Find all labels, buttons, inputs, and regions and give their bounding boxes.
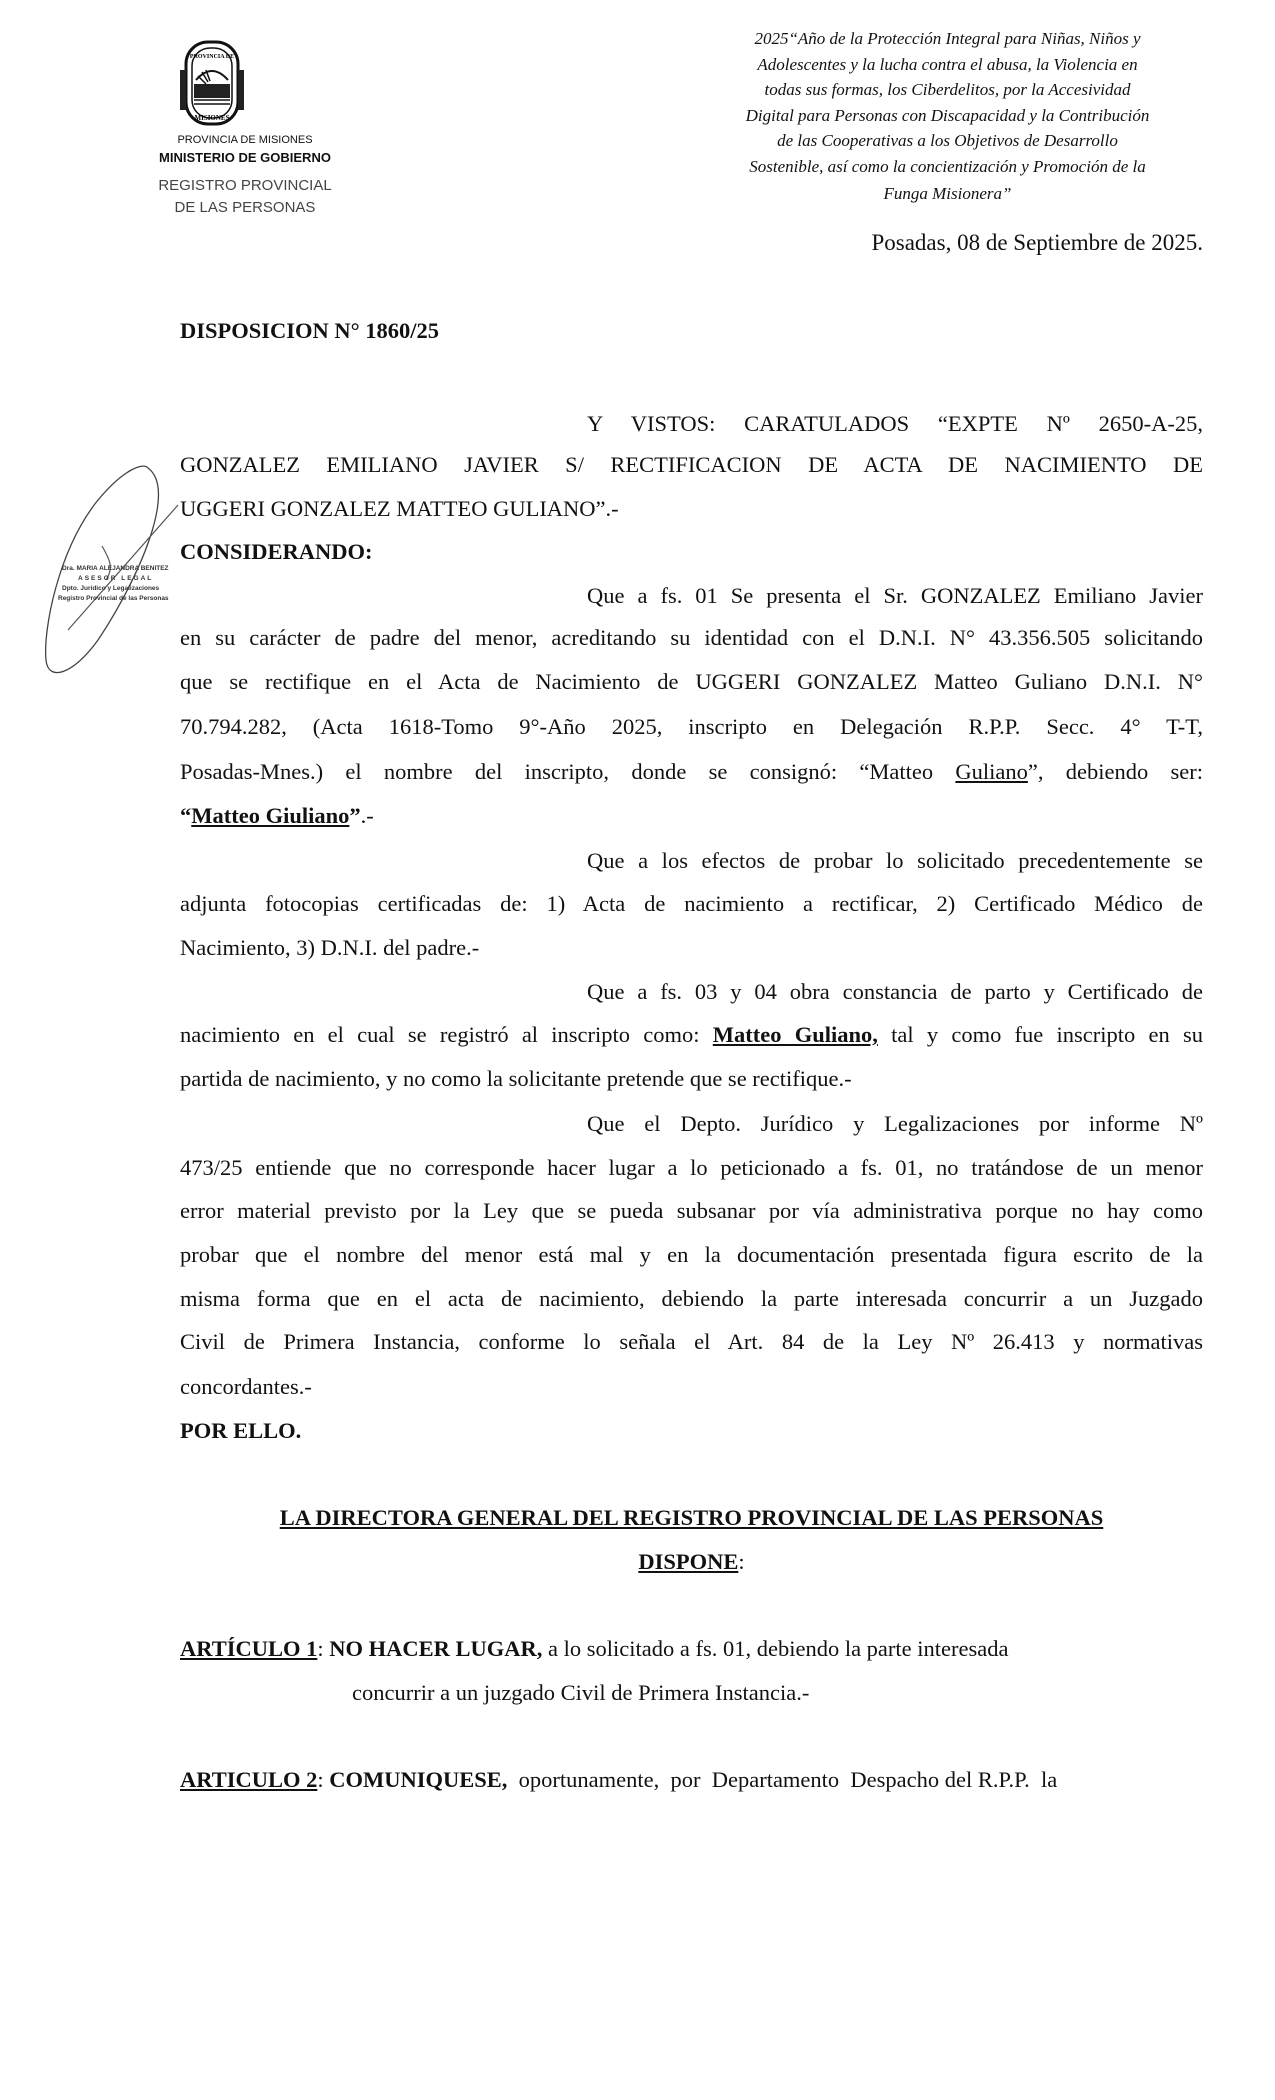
ministry-name: MINISTERIO DE GOBIERNO [159,150,331,165]
text: nacimiento en el cual se registró al inscripto como: [180,1022,713,1047]
text: : [317,1636,330,1661]
text: ”, debiendo ser: [1027,759,1204,784]
paragraph-line: en su carácter de padre del menor, acreditando su identidad con el D.N.I. N° 43.356.505 solicitando [180,625,1203,650]
paragraph-line: 473/25 entiende que no corresponde hacer lugar a lo peticionado a fs. 01, no tratándose de un menor [180,1155,1203,1180]
paragraph-line: Que a fs. 01 Se presenta el Sr. GONZALEZ Emiliano Javier [587,583,1203,608]
paragraph-line: Civil de Primera Instancia, conforme lo señala el Art. 84 de la Ley Nº 26.413 y normativas [180,1329,1203,1354]
directora-heading: LA DIRECTORA GENERAL DEL REGISTRO PROVINCIAL DE LAS PERSONAS [279,1505,1104,1530]
provincial-emblem-icon [176,40,248,126]
article-2 [180,1758,1203,1802]
dispone-heading [180,1540,1203,1584]
text: oportunamente, por Departamento Despacho del R.P.P. la [507,1767,1058,1792]
text: a lo solicitado a fs. 01, debiendo la parte interesada [542,1636,1009,1661]
text: “ [180,803,192,828]
svg-text:PROVINCIA DE: PROVINCIA DE [189,54,235,60]
year-motto [690,26,1205,207]
motto-line: Funga Misionera” [883,184,1012,203]
article-label: ARTÍCULO 1 [180,1636,318,1661]
por-ello-heading: POR ELLO. [180,1418,302,1443]
article-1-line2: concurrir a un juzgado Civil de Primera Instancia.- [352,1680,810,1705]
stamp-registry: Registro Provincial de las Personas [58,595,169,602]
correct-name: Matteo Giuliano [191,803,350,828]
stamp-dept: Dpto. Jurídico y Legalizaciones [62,585,160,592]
vistos-line: Y VISTOS: CARATULADOS “EXPTE Nº 2650-A-25, [587,411,1203,436]
svg-text:MISIONES: MISIONES [194,114,230,122]
signature-icon [18,460,183,685]
registry-name-line2: DE LAS PERSONAS [174,199,316,216]
motto-line: todas sus formas, los Ciberdelitos, por la Accesividad [764,80,1131,99]
motto-line: Adolescentes y la lucha contra el abusa, la Violencia en [757,54,1138,74]
paragraph-line [180,1013,1203,1057]
motto-line: de las Cooperativas a los Objetivos de Desarrollo [777,131,1118,150]
paragraph-line [180,750,1203,794]
vistos-line: UGGERI GONZALEZ MATTEO GULIANO”.- [180,496,619,521]
registered-name: Matteo Guliano, [712,1022,878,1047]
paragraph-line: Que el Depto. Jurídico y Legalizaciones por informe Nº [587,1111,1203,1136]
paragraph-line: probar que el nombre del menor está mal y en la documentación presentada figura escrito de la [180,1242,1203,1267]
motto-line: 2025“Año de la Protección Integral para Niñas, Niños y [754,29,1141,48]
paragraph-line [180,794,1203,838]
province-name: PROVINCIA DE MISIONES [177,134,313,146]
paragraph-line: Que a fs. 03 y 04 obra constancia de parto y Certificado de [587,979,1203,1004]
disposition-number: DISPOSICION N° 1860/25 [180,318,440,343]
article-decision: NO HACER LUGAR, [329,1636,543,1661]
paragraph-line: error material previsto por la Ley que se pueda subsanar por vía administrativa porque no hay como [180,1198,1203,1223]
text: : [738,1549,745,1574]
text: ” [349,803,361,828]
stamp-name: Dra. MARIA ALEJANDRA BENITEZ [62,565,169,572]
dispone-label: DISPONE [638,1549,739,1574]
paragraph-line: misma forma que en el acta de nacimiento, debiendo la parte interesada concurrir a un Juzgado [180,1286,1203,1311]
motto-line: Sostenible, así como la concientización y Promoción de la [749,156,1146,176]
article-1 [180,1627,1203,1671]
text: Posadas-Mnes.) el nombre del inscripto, donde se consignó: “Matteo [180,759,956,784]
paragraph-line: concordantes.- [180,1374,312,1399]
article-decision: COMUNIQUESE, [329,1767,508,1792]
motto-line: Digital para Personas con Discapacidad y la Contribución [745,105,1150,125]
article-label: ARTICULO 2 [180,1767,318,1792]
incorrect-name: Guliano [955,759,1028,784]
paragraph-line: partida de nacimiento, y no como la solicitante pretende que se rectifique.- [180,1066,852,1091]
considerando-heading: CONSIDERANDO: [180,539,373,564]
paragraph-line: que se rectifique en el Acta de Nacimiento de UGGERI GONZALEZ Matteo Guliano D.N.I. N° [180,669,1203,694]
paragraph-line: adjunta fotocopias certificadas de: 1) Acta de nacimiento a rectificar, 2) Certificado Médico de [180,891,1203,916]
text: .- [360,803,374,828]
vistos-line: GONZALEZ EMILIANO JAVIER S/ RECTIFICACION DE ACTA DE NACIMIENTO DE [180,452,1203,477]
registry-name-line1: REGISTRO PROVINCIAL [158,177,332,194]
paragraph-line: 70.794.282, (Acta 1618-Tomo 9°-Año 2025, inscripto en Delegación R.P.P. Secc. 4° T-T, [180,714,1203,739]
paragraph-line: Que a los efectos de probar lo solicitado precedentemente se [587,848,1203,873]
document-date: Posadas, 08 de Septiembre de 2025. [871,230,1203,255]
paragraph-line: Nacimiento, 3) D.N.I. del padre.- [180,935,480,960]
text: : [317,1767,330,1792]
text: tal y como fue inscripto en su [877,1022,1203,1047]
stamp-title: ASESOR LEGAL [78,575,154,582]
